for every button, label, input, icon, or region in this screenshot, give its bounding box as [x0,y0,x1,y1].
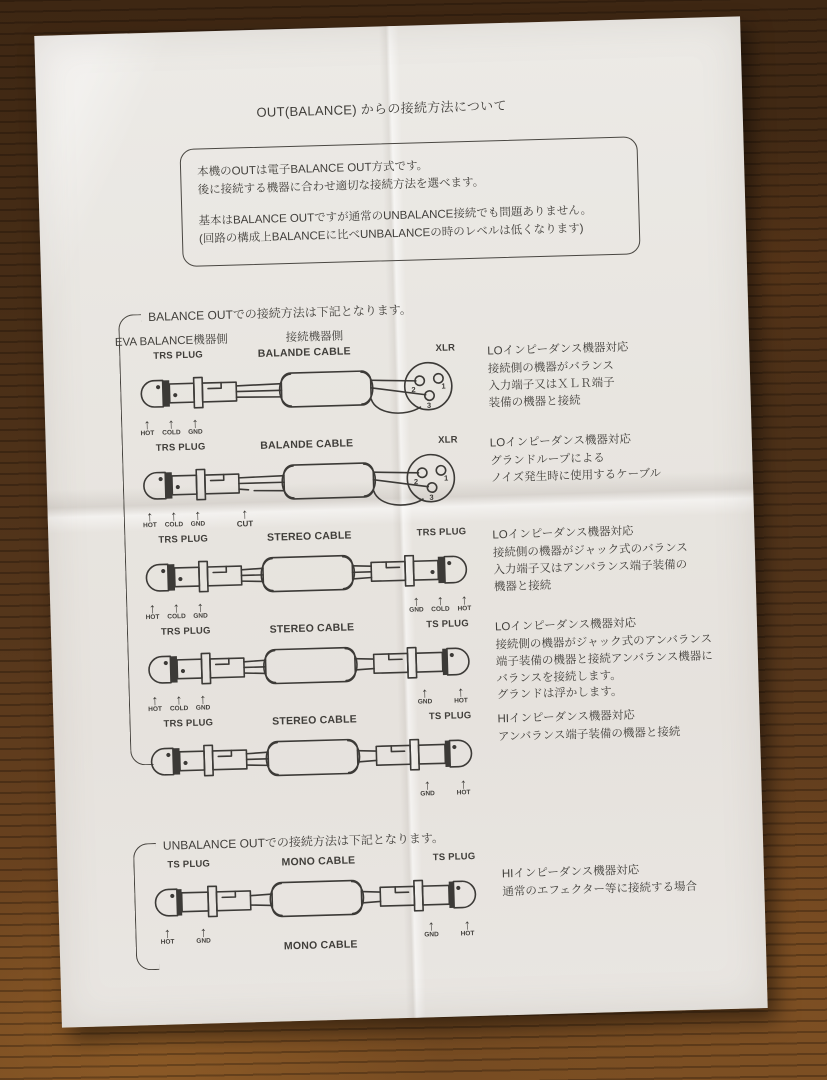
left-pin-group [138,506,210,529]
arrow-up-icon: ↑ [151,691,159,708]
arrow-up-icon: ↑ [175,690,183,707]
arrow-up-icon: ↑ [427,916,435,933]
arrow-up-icon: ↑ [167,414,175,432]
pin-label: GND [420,789,435,798]
notice-line: 後に接続する機器に合わせ適切な接続方法を選べます。 [197,176,485,197]
cable-drawing [132,444,476,522]
unbalance-out-section [133,820,767,977]
pin-label: HOT [140,429,155,437]
arrow-up-icon: ↑ [199,690,207,707]
left-pin-group [143,690,215,713]
pin-label: GND [417,697,433,706]
cable-label: STEREO CABLE [266,528,352,544]
xlr-pin-number: 2 [413,476,419,486]
arrow-up-icon: ↑ [193,506,202,523]
left-pin-group [135,414,207,437]
cable-drawing [129,353,473,431]
balance-section-header: BALANCE OUTでの接続方法は下記となります。 [147,302,412,324]
notice-line: 基本はBALANCE OUTですが通常のUNBALANCE接続でも問題ありません。 [198,204,593,228]
device-side-label-left: EVA BALANCE機器側 [114,333,228,349]
arrow-up-icon: ↑ [191,414,199,431]
row-description: LOインピーダンス機器対応 接続側の機器がバランス 入力端子又はＸＬＲ端子 装備の機器と接続 [487,341,629,410]
notice-line: 本機のOUTは電子BALANCE OUT方式です。 [196,160,429,179]
arrow-up-icon: ↑ [199,923,208,940]
row-description: HIインピーダンス機器対応 通常のエフェクター等に接続する場合 [501,864,698,899]
notice-box [179,136,640,266]
left-pin-group [140,598,212,621]
xlr-label: XLR [437,433,458,446]
row-description: HIインピーダンス機器対応 アンバランス端子装備の機器と接続 [497,709,681,744]
arrow-up-icon: ↑ [146,507,154,524]
row-description: LOインピーダンス機器対応 グランドループによる ノイズ発生時に使用するケーブル [489,433,662,485]
device-side-label-right: 接続機器側 [285,330,344,344]
plug-label: TS PLUG [426,617,470,630]
page-title: OUT(BALANCE) からの接続方法について [256,97,507,120]
arrow-up-icon: ↑ [457,682,465,700]
trs-to-ts-diagram [139,709,483,811]
arrow-up-icon: ↑ [172,598,181,615]
pin-label: GND [190,520,206,528]
arrow-up-icon: ↑ [463,915,471,932]
trs-to-xlr-cut-diagram [132,433,476,539]
cable-diagram-row [143,843,766,976]
pin-label: CUT [236,518,254,529]
pin-label: GND [424,930,439,939]
arrow-up-icon: ↑ [460,590,468,607]
pin-label: HOT [457,604,472,613]
cable-diagram-row [134,518,756,627]
trs-to-xlr-diagram [129,342,473,444]
xlr-pin-number: 2 [411,384,416,394]
xlr-pin-number: 1 [441,381,446,391]
row-description: LOインピーダンス機器対応 接続側の機器がジャック式のバランス 入力端子又はアンバランス端子装備の 機器と接続 [492,525,688,594]
arrow-up-icon: ↑ [436,591,444,608]
trs-to-trs-diagram [134,525,478,627]
pin-label: HOT [454,696,468,705]
pin-label: COLD [164,520,184,529]
cable-diagram-row [132,426,754,535]
plug-label: TS PLUG [432,850,476,863]
plug-label: TRS PLUG [153,349,204,362]
balance-out-section [114,291,762,811]
right-pin-group [407,682,479,706]
arrow-up-icon: ↑ [240,504,249,522]
pin-label: GND [195,703,211,712]
plug-label: TRS PLUG [160,624,211,638]
arrow-up-icon: ↑ [143,415,151,432]
pin-label: HOT [148,705,163,713]
left-pin-group [149,923,221,946]
right-pin-group [409,774,481,798]
cable-label: BALANDE CABLE [260,436,354,452]
arrow-up-icon: ↑ [421,683,429,701]
arrow-up-icon: ↑ [412,592,420,609]
instruction-sheet [34,16,767,1027]
pin-label: GND [188,428,203,436]
right-pin-group [413,915,485,939]
arrow-up-icon: ↑ [459,774,468,792]
pin-label: COLD [169,704,189,713]
pin-label: COLD [167,612,186,621]
cable-label: STEREO CABLE [272,712,357,728]
plug-label: TS PLUG [167,858,211,871]
notice-line: (回路の構成上BALANCEに比べUNBALANCEの時のレベルは低くなります) [198,222,584,246]
xlr-label: XLR [435,341,456,354]
pin-label: HOT [143,521,157,529]
pin-label: HOT [460,929,475,938]
cable-label: MONO CABLE [281,853,356,869]
cable-label: BALANDE CABLE [257,344,351,360]
cable-label-bottom: MONO CABLE [283,937,358,952]
pin-label: GND [409,605,424,614]
pin-label: HOT [160,938,175,946]
pin-label: GND [193,611,208,620]
plug-label: TS PLUG [428,709,472,722]
cable-diagram-row [139,702,761,811]
plug-label: TRS PLUG [416,525,467,539]
unbalance-section-header: UNBALANCE OUTでの接続方法は下記となります。 [162,830,445,853]
plug-label: TRS PLUG [158,532,209,546]
cable-diagram-row [129,334,751,443]
cable-label: STEREO CABLE [269,620,355,636]
xlr-pin-number: 3 [426,400,432,410]
pin-label: GND [196,937,211,945]
arrow-up-icon: ↑ [196,598,204,615]
pin-label: HOT [456,788,471,797]
arrow-up-icon: ↑ [169,506,178,524]
plug-label: TRS PLUG [163,716,214,730]
xlr-pin-number: 3 [429,492,434,502]
pin-label: COLD [162,428,181,437]
arrow-up-icon: ↑ [423,775,432,793]
cable-diagram-row [137,610,759,719]
arrow-up-icon: ↑ [163,924,172,941]
right-pin-group [404,590,476,614]
pin-label: COLD [431,605,450,613]
row-description: LOインピーダンス機器対応 接続側の機器がジャック式のアンバランス 端子装備の機器と接続アンバランス機器に バランスを接続します。 グランドは浮かします。 [494,617,713,702]
trs-to-ts-diagram [137,617,481,719]
cut-pin [230,504,261,529]
xlr-pin-number: 1 [443,473,449,483]
pin-label: HOT [145,613,160,621]
ts-to-ts-diagram [143,850,488,976]
plug-label: TRS PLUG [155,440,206,454]
arrow-up-icon: ↑ [148,599,157,616]
